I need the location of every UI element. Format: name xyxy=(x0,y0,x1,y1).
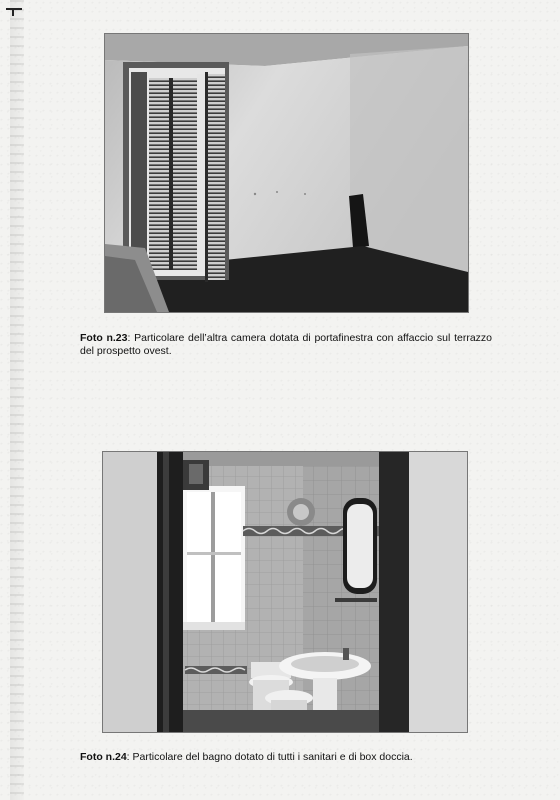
bedroom-photo-image xyxy=(105,34,468,312)
corner-mark xyxy=(6,8,22,10)
caption-photo-24: Foto n.24: Particolare del bagno dotato di tutti i sanitari e di box doccia. xyxy=(80,750,413,763)
photo-bedroom xyxy=(104,33,469,313)
photo-number: Foto n.23 xyxy=(80,331,128,344)
caption-text: Particolare dell’altra camera dotata di portafinestra con affaccio sul terrazzo del prospetto ovest. xyxy=(80,331,492,357)
photo-number: Foto n.24 xyxy=(80,750,127,763)
bathroom-photo-image xyxy=(103,452,467,732)
caption-photo-23: Foto n.23: Particolare dell’altra camera dotata di portafinestra con affaccio sul terrazzo del prospetto ovest. xyxy=(80,331,492,357)
caption-text: Particolare del bagno dotato di tutti i sanitari e di box doccia. xyxy=(132,750,413,763)
photo-bathroom xyxy=(102,451,468,733)
binding-edge xyxy=(10,0,24,800)
